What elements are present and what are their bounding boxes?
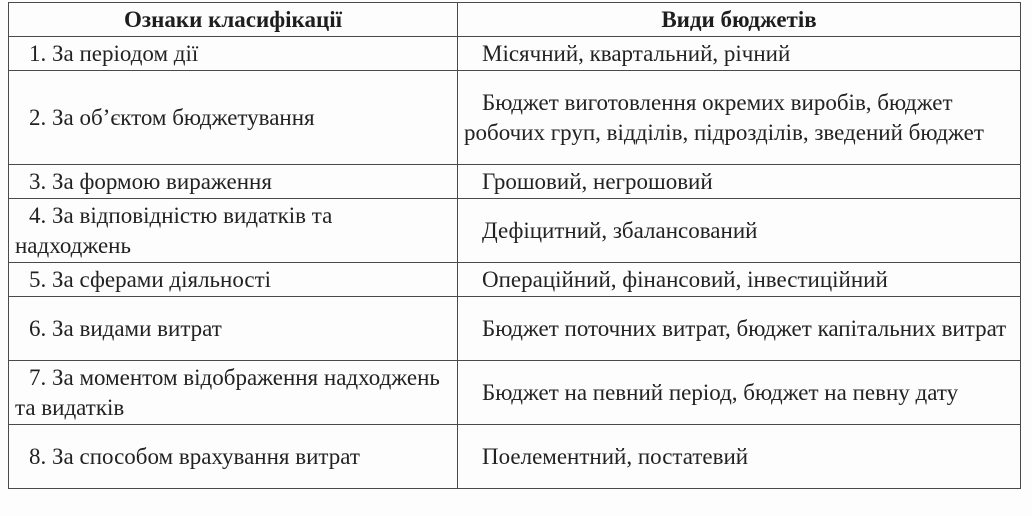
table-row	[9, 165, 1021, 199]
budget-types-cell	[458, 297, 1021, 361]
table-row	[9, 361, 1021, 425]
criterion-text: 3. За формою вираження	[29, 168, 272, 194]
table-row	[9, 263, 1021, 297]
criterion-text: 6. За видами витрат	[29, 315, 222, 341]
criterion-cell	[9, 361, 458, 425]
criterion-text: 4. За відповідністю видатків та надходжень	[15, 202, 333, 258]
criterion-cell	[9, 425, 458, 489]
budget-types-text: Бюджет виготовлення окремих виробів, бюджет робочих груп, відділів, підрозділів, зведений бюджет	[464, 89, 984, 145]
criterion-cell	[9, 263, 458, 297]
criterion-text: 2. За об’єктом бюджетування	[29, 104, 315, 130]
table-row	[9, 297, 1021, 361]
criterion-cell	[9, 199, 458, 263]
budget-types-cell	[458, 263, 1021, 297]
budget-types-text: Грошовий, негрошовий	[482, 168, 713, 194]
table-row	[9, 37, 1021, 71]
budget-types-cell	[458, 361, 1021, 425]
table-row	[9, 199, 1021, 263]
header-budget-types: Види бюджетів	[458, 3, 1021, 37]
budget-types-cell	[458, 71, 1021, 165]
criterion-text: 1. За періодом дії	[29, 40, 199, 66]
table-header-row	[9, 3, 1021, 37]
table-row	[9, 71, 1021, 165]
criterion-text: 7. За моментом відображення надходжень та видатків	[15, 364, 440, 420]
criterion-text: 5. За сферами діяльності	[29, 266, 272, 292]
header-classification-criteria: Ознаки класифікації	[9, 3, 458, 37]
budget-types-cell	[458, 37, 1021, 71]
budget-types-text: Місячний, квартальний, річний	[482, 40, 791, 66]
budget-types-cell	[458, 165, 1021, 199]
budget-types-text: Поелементний, постатевий	[482, 443, 749, 469]
criterion-text: 8. За способом врахування витрат	[29, 443, 360, 469]
criterion-cell	[9, 37, 458, 71]
budget-types-text: Бюджет поточних витрат, бюджет капітальних витрат	[482, 315, 1007, 341]
criterion-cell	[9, 71, 458, 165]
budget-classification-table	[8, 2, 1021, 489]
budget-types-text: Операційний, фінансовий, інвестиційний	[482, 266, 888, 292]
criterion-cell	[9, 297, 458, 361]
budget-types-cell	[458, 425, 1021, 489]
criterion-cell	[9, 165, 458, 199]
table-row	[9, 425, 1021, 489]
budget-types-text: Дефіцитний, збалансований	[482, 217, 758, 243]
budget-types-text: Бюджет на певний період, бюджет на певну дату	[482, 379, 959, 405]
budget-types-cell	[458, 199, 1021, 263]
